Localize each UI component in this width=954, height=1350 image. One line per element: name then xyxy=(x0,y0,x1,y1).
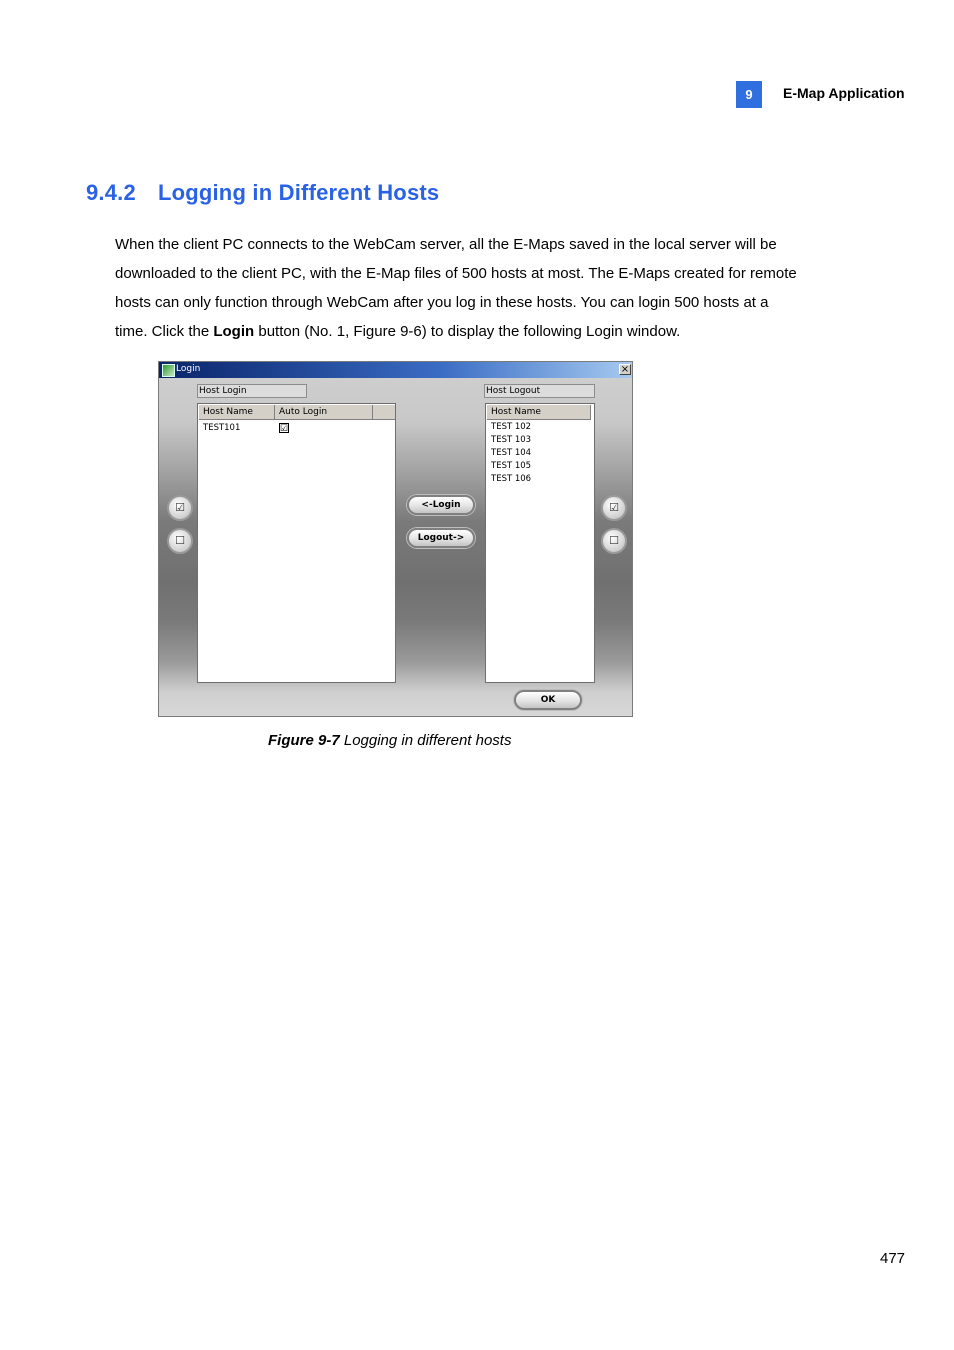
app-icon xyxy=(162,364,175,377)
body-text: time. Click the xyxy=(115,323,214,340)
host-login-list[interactable] xyxy=(197,403,396,683)
host-logout-row[interactable]: TEST 106 xyxy=(491,474,532,484)
col-host-name[interactable]: Host Name xyxy=(487,405,591,420)
close-button[interactable]: × xyxy=(620,364,630,375)
host-login-row[interactable]: TEST101 xyxy=(203,423,241,433)
page-number: 477 xyxy=(880,1250,906,1267)
select-all-left-button[interactable]: ☑ xyxy=(167,495,193,521)
col-host-name[interactable]: Host Name xyxy=(199,405,275,420)
body-paragraph xyxy=(115,230,845,346)
body-text: button (No. 1, Figure 9-6) to display the following Login window. xyxy=(254,323,681,340)
col-auto-login[interactable]: Auto Login xyxy=(275,405,373,420)
chapter-badge: 9 xyxy=(736,81,762,108)
window-titlebar xyxy=(159,362,632,378)
section-number: 9.4.2 xyxy=(86,180,136,205)
figure-caption xyxy=(268,732,511,749)
body-line xyxy=(115,317,845,346)
section-title: Logging in Different Hosts xyxy=(157,180,440,205)
login-window-screenshot xyxy=(158,361,633,717)
host-logout-list[interactable] xyxy=(485,403,595,683)
host-login-label: Host Login xyxy=(197,384,307,398)
logout-button[interactable]: Logout-> xyxy=(407,528,475,548)
figure-label: Figure 9-7 xyxy=(268,732,340,749)
window-title: Login xyxy=(176,364,201,374)
body-line: downloaded to the client PC, with the E-Map files of 500 hosts at most. The E-Maps created for remote xyxy=(115,265,797,282)
body-line: When the client PC connects to the WebCam server, all the E-Maps saved in the local server will be xyxy=(115,236,777,253)
select-all-right-button[interactable]: ☑ xyxy=(601,495,627,521)
auto-login-checkbox[interactable]: ☑ xyxy=(280,423,289,433)
body-line: hosts can only function through WebCam after you log in these hosts. You can login 500 hosts at a xyxy=(115,294,769,311)
host-logout-row[interactable]: TEST 102 xyxy=(491,422,532,432)
host-logout-row[interactable]: TEST 103 xyxy=(491,435,532,445)
section-heading xyxy=(86,180,439,206)
login-term: Login xyxy=(213,323,255,340)
login-button[interactable]: <-Login xyxy=(407,495,475,515)
figure-caption-text: Logging in different hosts xyxy=(339,732,512,749)
chapter-title: E-Map Application xyxy=(783,85,905,101)
host-logout-label: Host Logout xyxy=(484,384,595,398)
ok-button[interactable]: OK xyxy=(514,690,582,710)
host-logout-row[interactable]: TEST 104 xyxy=(491,448,532,458)
col-filler xyxy=(373,405,395,420)
clear-all-left-button[interactable]: ☐ xyxy=(167,528,193,554)
clear-all-right-button[interactable]: ☐ xyxy=(601,528,627,554)
host-logout-row[interactable]: TEST 105 xyxy=(491,461,532,471)
